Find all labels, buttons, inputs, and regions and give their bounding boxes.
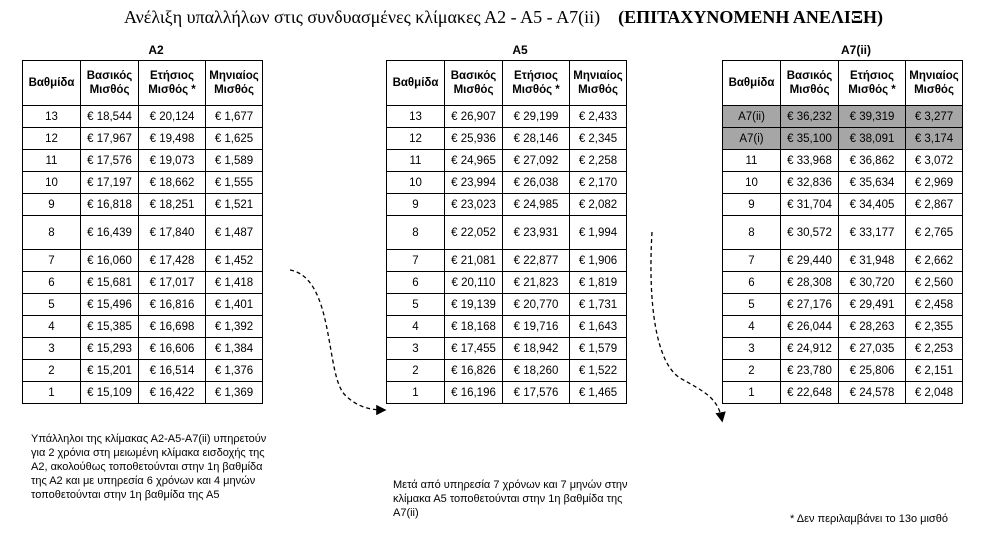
column-header: Βασικός Μισθός xyxy=(81,61,139,106)
table-label-a7: Α7(ii) xyxy=(841,43,871,57)
grade-cell: A7(i) xyxy=(723,128,781,150)
salary-cell: € 22,648 xyxy=(781,382,839,404)
salary-cell: € 22,877 xyxy=(503,250,570,272)
salary-cell: € 16,060 xyxy=(81,250,139,272)
title-emphasis: (ΕΠΙΤΑΧΥΝΟΜΕΝΗ ΑΝΕΛΙΞΗ) xyxy=(618,7,884,27)
salary-cell: € 2,969 xyxy=(906,172,963,194)
grade-cell: 3 xyxy=(23,338,81,360)
salary-cell: € 2,433 xyxy=(570,106,627,128)
grade-cell: 2 xyxy=(23,360,81,382)
salary-cell: € 17,576 xyxy=(81,150,139,172)
salary-cell: € 20,110 xyxy=(445,272,503,294)
salary-cell: € 1,579 xyxy=(570,338,627,360)
salary-cell: € 27,176 xyxy=(781,294,839,316)
salary-cell: € 22,052 xyxy=(445,216,503,250)
salary-cell: € 19,716 xyxy=(503,316,570,338)
salary-cell: € 31,704 xyxy=(781,194,839,216)
salary-cell: € 28,263 xyxy=(839,316,906,338)
column-header: Ετήσιος Μισθός * xyxy=(839,61,906,106)
grade-cell: 3 xyxy=(723,338,781,360)
grade-cell: 3 xyxy=(387,338,445,360)
salary-cell: € 24,985 xyxy=(503,194,570,216)
salary-cell: € 2,258 xyxy=(570,150,627,172)
salary-cell: € 23,994 xyxy=(445,172,503,194)
grade-cell: 5 xyxy=(723,294,781,316)
salary-cell: € 35,634 xyxy=(839,172,906,194)
salary-cell: € 24,578 xyxy=(839,382,906,404)
salary-cell: € 31,948 xyxy=(839,250,906,272)
grade-cell: 7 xyxy=(387,250,445,272)
salary-cell: € 23,780 xyxy=(781,360,839,382)
grade-cell: 6 xyxy=(387,272,445,294)
grade-cell: 2 xyxy=(723,360,781,382)
salary-cell: € 24,912 xyxy=(781,338,839,360)
salary-cell: € 1,643 xyxy=(570,316,627,338)
salary-cell: € 33,968 xyxy=(781,150,839,172)
grade-cell: 9 xyxy=(387,194,445,216)
column-header: Βαθμίδα xyxy=(387,61,445,106)
salary-cell: € 19,073 xyxy=(139,150,206,172)
salary-cell: € 18,942 xyxy=(503,338,570,360)
salary-cell: € 17,017 xyxy=(139,272,206,294)
grade-cell: 11 xyxy=(723,150,781,172)
column-header: Μηνιαίος Μισθός xyxy=(206,61,263,106)
salary-cell: € 18,662 xyxy=(139,172,206,194)
column-header: Μηνιαίος Μισθός xyxy=(906,61,963,106)
salary-cell: € 26,907 xyxy=(445,106,503,128)
salary-cell: € 16,826 xyxy=(445,360,503,382)
salary-cell: € 16,816 xyxy=(139,294,206,316)
salary-cell: € 19,498 xyxy=(139,128,206,150)
salary-cell: € 15,293 xyxy=(81,338,139,360)
salary-cell: € 2,151 xyxy=(906,360,963,382)
salary-cell: € 17,197 xyxy=(81,172,139,194)
salary-cell: € 16,606 xyxy=(139,338,206,360)
salary-cell: € 2,560 xyxy=(906,272,963,294)
salary-cell: € 30,720 xyxy=(839,272,906,294)
salary-cell: € 2,253 xyxy=(906,338,963,360)
arrow-a2-to-a5 xyxy=(290,270,384,410)
table-label-a2: Α2 xyxy=(148,43,164,57)
salary-cell: € 21,081 xyxy=(445,250,503,272)
salary-cell: € 1,401 xyxy=(206,294,263,316)
grade-cell: 9 xyxy=(23,194,81,216)
salary-cell: € 19,139 xyxy=(445,294,503,316)
grade-cell: 11 xyxy=(23,150,81,172)
salary-cell: € 16,196 xyxy=(445,382,503,404)
salary-cell: € 18,260 xyxy=(503,360,570,382)
salary-cell: € 1,677 xyxy=(206,106,263,128)
salary-cell: € 29,440 xyxy=(781,250,839,272)
salary-cell: € 1,392 xyxy=(206,316,263,338)
salary-cell: € 26,038 xyxy=(503,172,570,194)
column-header: Βασικός Μισθός xyxy=(445,61,503,106)
salary-cell: € 3,174 xyxy=(906,128,963,150)
column-header: Βασικός Μισθός xyxy=(781,61,839,106)
grade-cell: 8 xyxy=(723,216,781,250)
salary-cell: € 33,177 xyxy=(839,216,906,250)
grade-cell: 5 xyxy=(23,294,81,316)
salary-cell: € 1,376 xyxy=(206,360,263,382)
salary-cell: € 2,048 xyxy=(906,382,963,404)
table-label-a5: Α5 xyxy=(512,43,528,57)
salary-cell: € 2,867 xyxy=(906,194,963,216)
salary-cell: € 2,355 xyxy=(906,316,963,338)
grade-cell: 4 xyxy=(723,316,781,338)
salary-cell: € 23,931 xyxy=(503,216,570,250)
salary-cell: € 39,319 xyxy=(839,106,906,128)
salary-cell: € 17,455 xyxy=(445,338,503,360)
salary-cell: € 38,091 xyxy=(839,128,906,150)
salary-cell: € 34,405 xyxy=(839,194,906,216)
salary-cell: € 1,521 xyxy=(206,194,263,216)
salary-cell: € 1,418 xyxy=(206,272,263,294)
salary-cell: € 16,422 xyxy=(139,382,206,404)
salary-cell: € 17,967 xyxy=(81,128,139,150)
footnote: * Δεν περιλαμβάνει το 13ο μισθό xyxy=(790,513,948,525)
salary-cell: € 17,576 xyxy=(503,382,570,404)
salary-cell: € 15,496 xyxy=(81,294,139,316)
salary-cell: € 25,936 xyxy=(445,128,503,150)
grade-cell: 4 xyxy=(23,316,81,338)
salary-cell: € 18,544 xyxy=(81,106,139,128)
grade-cell: 12 xyxy=(387,128,445,150)
salary-cell: € 16,514 xyxy=(139,360,206,382)
salary-cell: € 15,109 xyxy=(81,382,139,404)
salary-cell: € 15,681 xyxy=(81,272,139,294)
grade-cell: 4 xyxy=(387,316,445,338)
salary-cell: € 16,698 xyxy=(139,316,206,338)
salary-cell: € 28,146 xyxy=(503,128,570,150)
arrow-a5-to-a7 xyxy=(651,232,722,420)
salary-cell: € 17,428 xyxy=(139,250,206,272)
salary-cell: € 1,465 xyxy=(570,382,627,404)
salary-cell: € 18,251 xyxy=(139,194,206,216)
salary-cell: € 30,572 xyxy=(781,216,839,250)
salary-cell: € 16,818 xyxy=(81,194,139,216)
salary-cell: € 3,277 xyxy=(906,106,963,128)
grade-cell: 13 xyxy=(23,106,81,128)
salary-cell: € 18,168 xyxy=(445,316,503,338)
salary-cell: € 1,487 xyxy=(206,216,263,250)
title-text: Ανέλιξη υπαλλήλων στις συνδυασμένες κλίμακες Α2 - Α5 - Α7(ii) xyxy=(123,7,601,27)
salary-cell: € 1,589 xyxy=(206,150,263,172)
salary-cell: € 29,199 xyxy=(503,106,570,128)
salary-cell: € 2,458 xyxy=(906,294,963,316)
grade-cell: 12 xyxy=(23,128,81,150)
grade-cell: 10 xyxy=(387,172,445,194)
grade-cell: 6 xyxy=(23,272,81,294)
note-a5: Μετά από υπηρεσία 7 χρόνων και 7 μηνών στην κλίμακα Α5 τοποθετούνται στην 1η βαθμίδα της Α7(ii) xyxy=(393,479,628,519)
salary-cell: € 2,170 xyxy=(570,172,627,194)
salary-cell: € 1,369 xyxy=(206,382,263,404)
salary-cell: € 3,072 xyxy=(906,150,963,172)
salary-cell: € 25,806 xyxy=(839,360,906,382)
salary-cell: € 32,836 xyxy=(781,172,839,194)
grade-cell: 1 xyxy=(723,382,781,404)
column-header: Μηνιαίος Μισθός xyxy=(570,61,627,106)
column-header: Βαθμίδα xyxy=(23,61,81,106)
grade-cell: 10 xyxy=(23,172,81,194)
salary-cell: € 27,092 xyxy=(503,150,570,172)
salary-cell: € 15,385 xyxy=(81,316,139,338)
grade-cell: 8 xyxy=(23,216,81,250)
salary-cell: € 23,023 xyxy=(445,194,503,216)
salary-cell: € 24,965 xyxy=(445,150,503,172)
column-header: Βαθμίδα xyxy=(723,61,781,106)
salary-cell: € 1,731 xyxy=(570,294,627,316)
salary-cell: € 29,491 xyxy=(839,294,906,316)
grade-cell: 5 xyxy=(387,294,445,316)
salary-cell: € 1,994 xyxy=(570,216,627,250)
column-header: Ετήσιος Μισθός * xyxy=(139,61,206,106)
salary-cell: € 27,035 xyxy=(839,338,906,360)
salary-cell: € 1,906 xyxy=(570,250,627,272)
salary-cell: € 1,555 xyxy=(206,172,263,194)
salary-cell: € 1,522 xyxy=(570,360,627,382)
grade-cell: 7 xyxy=(23,250,81,272)
salary-cell: € 36,232 xyxy=(781,106,839,128)
salary-cell: € 2,082 xyxy=(570,194,627,216)
salary-cell: € 2,345 xyxy=(570,128,627,150)
grade-cell: 9 xyxy=(723,194,781,216)
salary-cell: € 1,452 xyxy=(206,250,263,272)
grade-cell: 11 xyxy=(387,150,445,172)
salary-cell: € 1,384 xyxy=(206,338,263,360)
salary-cell: € 20,124 xyxy=(139,106,206,128)
salary-cell: € 16,439 xyxy=(81,216,139,250)
salary-cell: € 1,625 xyxy=(206,128,263,150)
salary-cell: € 28,308 xyxy=(781,272,839,294)
grade-cell: 1 xyxy=(23,382,81,404)
salary-cell: € 1,819 xyxy=(570,272,627,294)
grade-cell: 13 xyxy=(387,106,445,128)
grade-cell: 7 xyxy=(723,250,781,272)
salary-cell: € 20,770 xyxy=(503,294,570,316)
note-a2: Υπάλληλοι της κλίμακας Α2-Α5-Α7(ii) υπηρετούν για 2 χρόνια στη μειωμένη κλίμακα εισδοχής της Α2, ακολούθως τοποθετούνται στην 1η βαθμίδα της Α2 και με υπηρεσία 6 χρόνων και 4 μηνών τοποθετούνται στην 1η βαθμίδα της Α5 xyxy=(31,433,267,501)
salary-cell: € 21,823 xyxy=(503,272,570,294)
grade-cell: 8 xyxy=(387,216,445,250)
grade-cell: 10 xyxy=(723,172,781,194)
salary-cell: € 15,201 xyxy=(81,360,139,382)
salary-cell: € 26,044 xyxy=(781,316,839,338)
grade-cell: A7(ii) xyxy=(723,106,781,128)
salary-cell: € 2,765 xyxy=(906,216,963,250)
grade-cell: 2 xyxy=(387,360,445,382)
column-header: Ετήσιος Μισθός * xyxy=(503,61,570,106)
salary-cell: € 35,100 xyxy=(781,128,839,150)
grade-cell: 1 xyxy=(387,382,445,404)
salary-cell: € 36,862 xyxy=(839,150,906,172)
salary-cell: € 17,840 xyxy=(139,216,206,250)
grade-cell: 6 xyxy=(723,272,781,294)
salary-cell: € 2,662 xyxy=(906,250,963,272)
